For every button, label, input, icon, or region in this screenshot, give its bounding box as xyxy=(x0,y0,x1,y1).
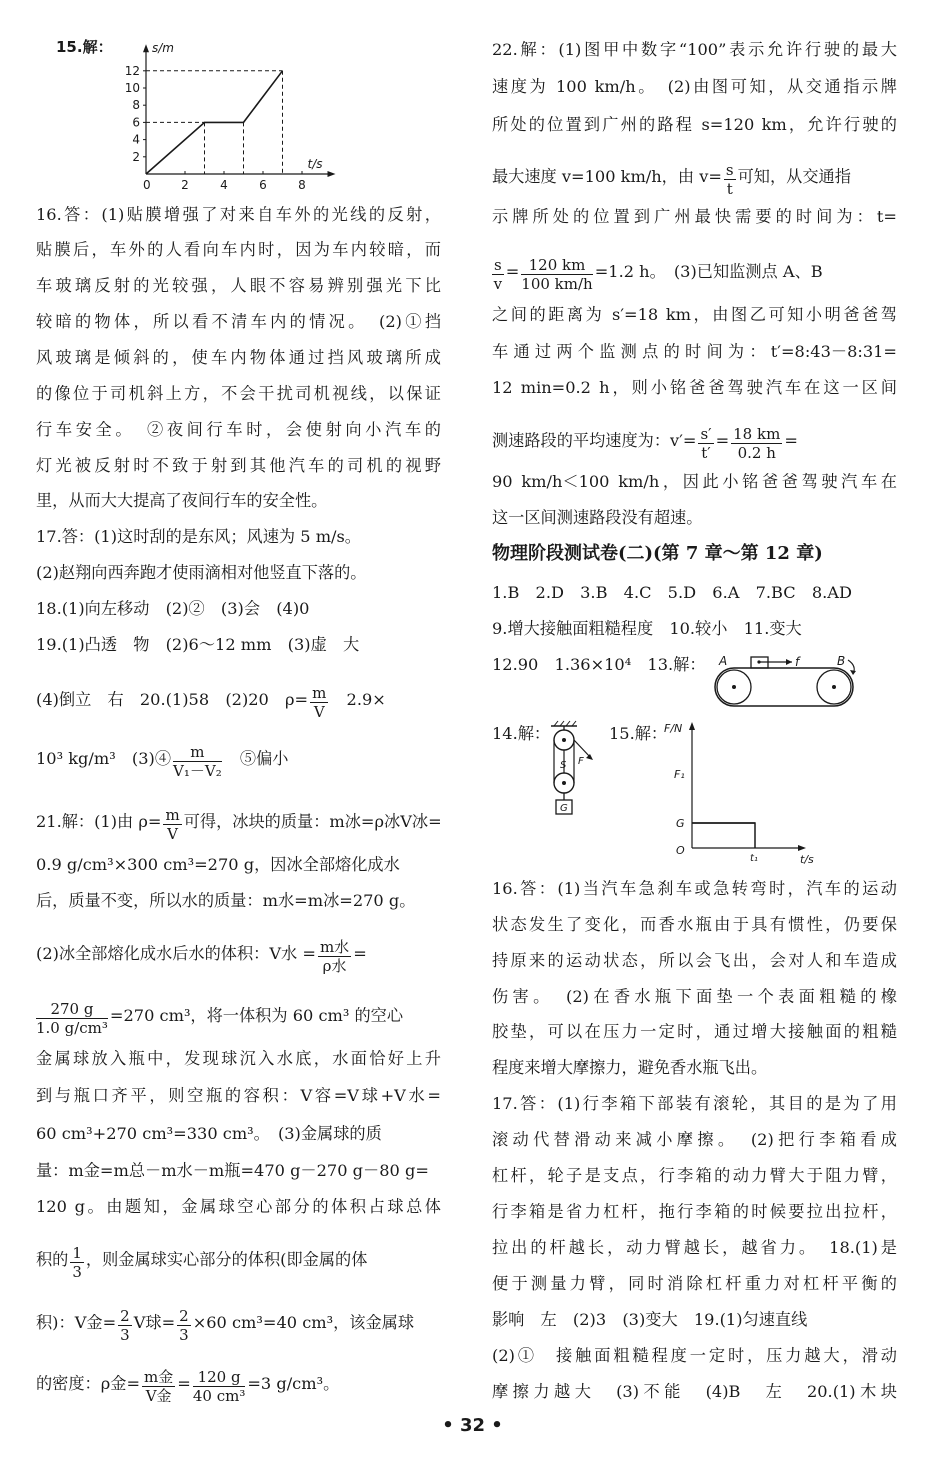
label-x: t/s xyxy=(800,853,814,866)
line: (2)赵翔向西奔跑才使雨滴相对他竖直下落的。 xyxy=(36,563,367,582)
q15-label: 15.解： xyxy=(56,38,113,56)
line: 17.答：(1)这时刮的是东风；风速为 5 m/s。 xyxy=(36,527,361,546)
line: 17.答：(1)行李箱下部装有滚轮，其目的是为了用 xyxy=(492,1094,897,1113)
line: $\frac{s}{v}$ = $\frac{120 km}{100 km/h}$ =1.2 h。 (3)已知监测点 A、B xyxy=(493,256,823,293)
label-f: f xyxy=(795,655,800,669)
line: 21.解：(1)由 ρ= $\frac{m}{V}$ 可得，冰块的质量：m冰=ρ冰V冰= xyxy=(36,806,442,843)
line: 1.B 2.D 3.B 4.C 5.D 6.A 7.BC 8.AD xyxy=(492,583,852,602)
line: 胶垫，可以在压力一定时，通过增大接触面的粗糙 xyxy=(492,1022,897,1041)
y-tick-label: 10 xyxy=(124,81,140,95)
line: 拉出的杆越长，动力臂越长，越省力。 18.(1)是 xyxy=(492,1238,897,1257)
line: 便于测量力臂，同时消除杠杆重力对杠杆平衡的 xyxy=(492,1274,897,1293)
line: 灯光被反射时不致于射到其他汽车的司机的视野 xyxy=(36,456,441,475)
label-f: F xyxy=(578,756,584,767)
series-line-s-t xyxy=(146,71,283,174)
q14-label: 14.解： xyxy=(492,724,551,743)
label-g: G xyxy=(560,803,568,814)
y-axis-label: s/m xyxy=(152,41,174,56)
y-tick-label: 12 xyxy=(124,63,140,78)
q13-conveyor-diagram xyxy=(707,652,867,712)
x-tick-label: 6 xyxy=(259,178,267,192)
line: 所处的位置到广州的路程 s=120 km，允许行驶的 xyxy=(492,115,897,134)
label-s: S xyxy=(560,760,567,771)
x-tick-label: 8 xyxy=(298,178,306,192)
line: 里，从而大大提高了夜间行车的安全性。 xyxy=(36,491,328,510)
line: 的密度：ρ金= $\frac{\text{m金}}{\text{V金}}$ = $\frac{120 g}{\text{40 cm³}}$ =3 g/cm³。 xyxy=(36,1368,340,1405)
y-axis-arrow xyxy=(143,44,149,52)
line: (4)倒立 右 20.(1)58 (2)20 ρ= $\frac{m}{V}$ 2.9× xyxy=(36,684,386,721)
y-tick-label: 2 xyxy=(132,149,140,164)
label-f1: F₁ xyxy=(674,768,685,781)
line: 最大速度 v=100 km/h，由 v= $\frac{s}{t}$ 可知，从交通指 xyxy=(492,161,851,198)
line: 车玻璃反射的光较强，人眼不容易辨别强光下比 xyxy=(36,276,441,295)
q15-chart-area xyxy=(125,41,336,192)
line: 程度来增大摩擦力，避免香水瓶飞出。 xyxy=(492,1058,768,1077)
line: 积的 $\frac{1}{3}$ ，则金属球实心部分的体积(即金属的体 xyxy=(36,1244,368,1281)
page-number: • 32 • xyxy=(442,1415,503,1436)
q15-force-time-graph xyxy=(662,718,832,868)
line: 的像位于司机斜上方，不会干扰司机视线，以保证 xyxy=(36,384,441,403)
line: 量：m金=m总－m水－m瓶=470 g－270 g－80 g= xyxy=(36,1161,429,1180)
origin-label: 0 xyxy=(143,178,151,192)
label-g: G xyxy=(676,817,685,830)
line: 持原来的运动状态，所以会飞出，会对人和车造成 xyxy=(492,951,897,970)
line: 16.答：(1)当汽车急刹车或急转弯时，汽车的运动 xyxy=(492,879,897,898)
label-y: F/N xyxy=(664,722,683,735)
line: 杠杆，轮子是支点，行李箱的动力臂大于阻力臂， xyxy=(492,1166,897,1185)
line: 0.9 g/cm³×300 cm³=270 g，因冰全部熔化成水 xyxy=(36,855,400,874)
line: 120 g。由题知，金属球空心部分的体积占球总体 xyxy=(36,1197,441,1216)
line: 90 km/h＜100 km/h，因此小铭爸爸驾驶汽车在 xyxy=(492,472,897,491)
line: 速度为 100 km/h。 (2)由图可知，从交通指示牌 xyxy=(492,77,897,96)
label-o: O xyxy=(676,844,685,857)
line: 60 cm³+270 cm³=330 cm³。 (3)金属球的质 xyxy=(36,1124,382,1143)
line: 行李箱是省力杠杆，拖行李箱的时候要拉出拉杆， xyxy=(492,1202,897,1221)
line: 伤害。 (2)在香水瓶下面垫一个表面粗糙的橡 xyxy=(492,987,897,1006)
line: 9.增大接触面粗糙程度 10.较小 11.变大 xyxy=(492,619,802,638)
line: 车通过两个监测点的时间为：t′=8:43－8:31= xyxy=(492,342,897,361)
line: 这一区间测速路段没有超速。 xyxy=(492,508,703,527)
label-t1: t₁ xyxy=(750,853,758,864)
y-tick-label: 4 xyxy=(132,132,140,147)
section-heading: 物理阶段测试卷(二)(第 7 章～第 12 章) xyxy=(492,543,823,564)
line: 影响 左 (2)3 (3)变大 19.(1)匀速直线 xyxy=(492,1310,808,1329)
q14-pulley-diagram xyxy=(547,720,607,830)
q15-st-graph xyxy=(56,34,356,194)
line: 10³ kg/m³ (3)④ $\frac{m}{\text{V₁－V₂}}$ ⑤偏小 xyxy=(36,743,289,780)
line: 状态发生了变化，而香水瓶由于具有惯性，仍要保 xyxy=(492,915,897,934)
line: 积)：V金= $\frac{2}{3}$ V球= $\frac{2}{3}$ ×60 cm³=40 cm³，该金属球 xyxy=(36,1307,415,1344)
line: 12.90 1.36×10⁴ 13.解： xyxy=(492,655,706,674)
line: 22.解：(1)图甲中数字“100”表示允许行驶的最大 xyxy=(492,40,897,59)
x-tick-label: 2 xyxy=(181,178,189,192)
line: 16.答：(1)贴膜增强了对来自车外的光线的反射， xyxy=(36,205,441,224)
line: $\frac{270 g}{\text{1.0 g/cm³}}$ =270 cm³，将一体积为 60 cm³ 的空心 xyxy=(36,1000,404,1037)
x-tick-label: 4 xyxy=(220,178,228,192)
line: 示牌所处的位置到广州最快需要的时间为：t= xyxy=(492,207,897,226)
line: 18.(1)向左移动 (2)② (3)会 (4)0 xyxy=(36,599,310,618)
x-axis-arrow xyxy=(328,171,336,177)
line: 较暗的物体，所以看不清车内的情况。 (2)①挡 xyxy=(36,312,441,331)
line: 风玻璃是倾斜的，使车内物体通过挡风玻璃所成 xyxy=(36,348,441,367)
line: 19.(1)凸透 物 (2)6～12 mm (3)虚 大 xyxy=(36,635,360,654)
line: 到与瓶口齐平，则空瓶的容积：V容=V球+V水= xyxy=(36,1086,441,1105)
y-tick-label: 6 xyxy=(132,115,140,130)
label-a: A xyxy=(719,654,728,668)
label-b: B xyxy=(837,654,846,668)
line: 后，质量不变，所以水的质量：m水=m冰=270 g。 xyxy=(36,891,416,910)
x-axis-label: t/s xyxy=(307,157,323,171)
line: 12 min=0.2 h，则小铭爸爸驾驶汽车在这一区间 xyxy=(492,378,897,397)
line: 滚动代替滑动来减小摩擦。 (2)把行李箱看成 xyxy=(492,1130,897,1149)
q15b-label: 15.解： xyxy=(609,724,668,743)
line: 测速路段的平均速度为：v′= $\frac{s'}{t'}$ = $\frac{18 km}{0.2 h}$ = xyxy=(492,425,798,462)
line: 行车安全。 ②夜间行车时，会使射向小汽车的 xyxy=(36,420,441,439)
line: 摩擦力越大 (3)不能 (4)B 左 20.(1)木块 xyxy=(492,1382,897,1401)
line: 贴膜后，车外的人看向车内时，因为车内较暗，而 xyxy=(36,240,441,259)
line: (2)冰全部熔化成水后水的体积：V水 = $\frac{\text{m水}}{\text{ρ水}}$ = xyxy=(36,938,367,975)
line: (2)① 接触面粗糙程度一定时，压力越大，滑动 xyxy=(492,1346,897,1365)
y-tick-label: 8 xyxy=(132,98,140,113)
line: 金属球放入瓶中，发现球沉入水底，水面恰好上升 xyxy=(36,1049,441,1068)
line: 之间的距离为 s′=18 km，由图乙可知小明爸爸驾 xyxy=(492,305,897,324)
